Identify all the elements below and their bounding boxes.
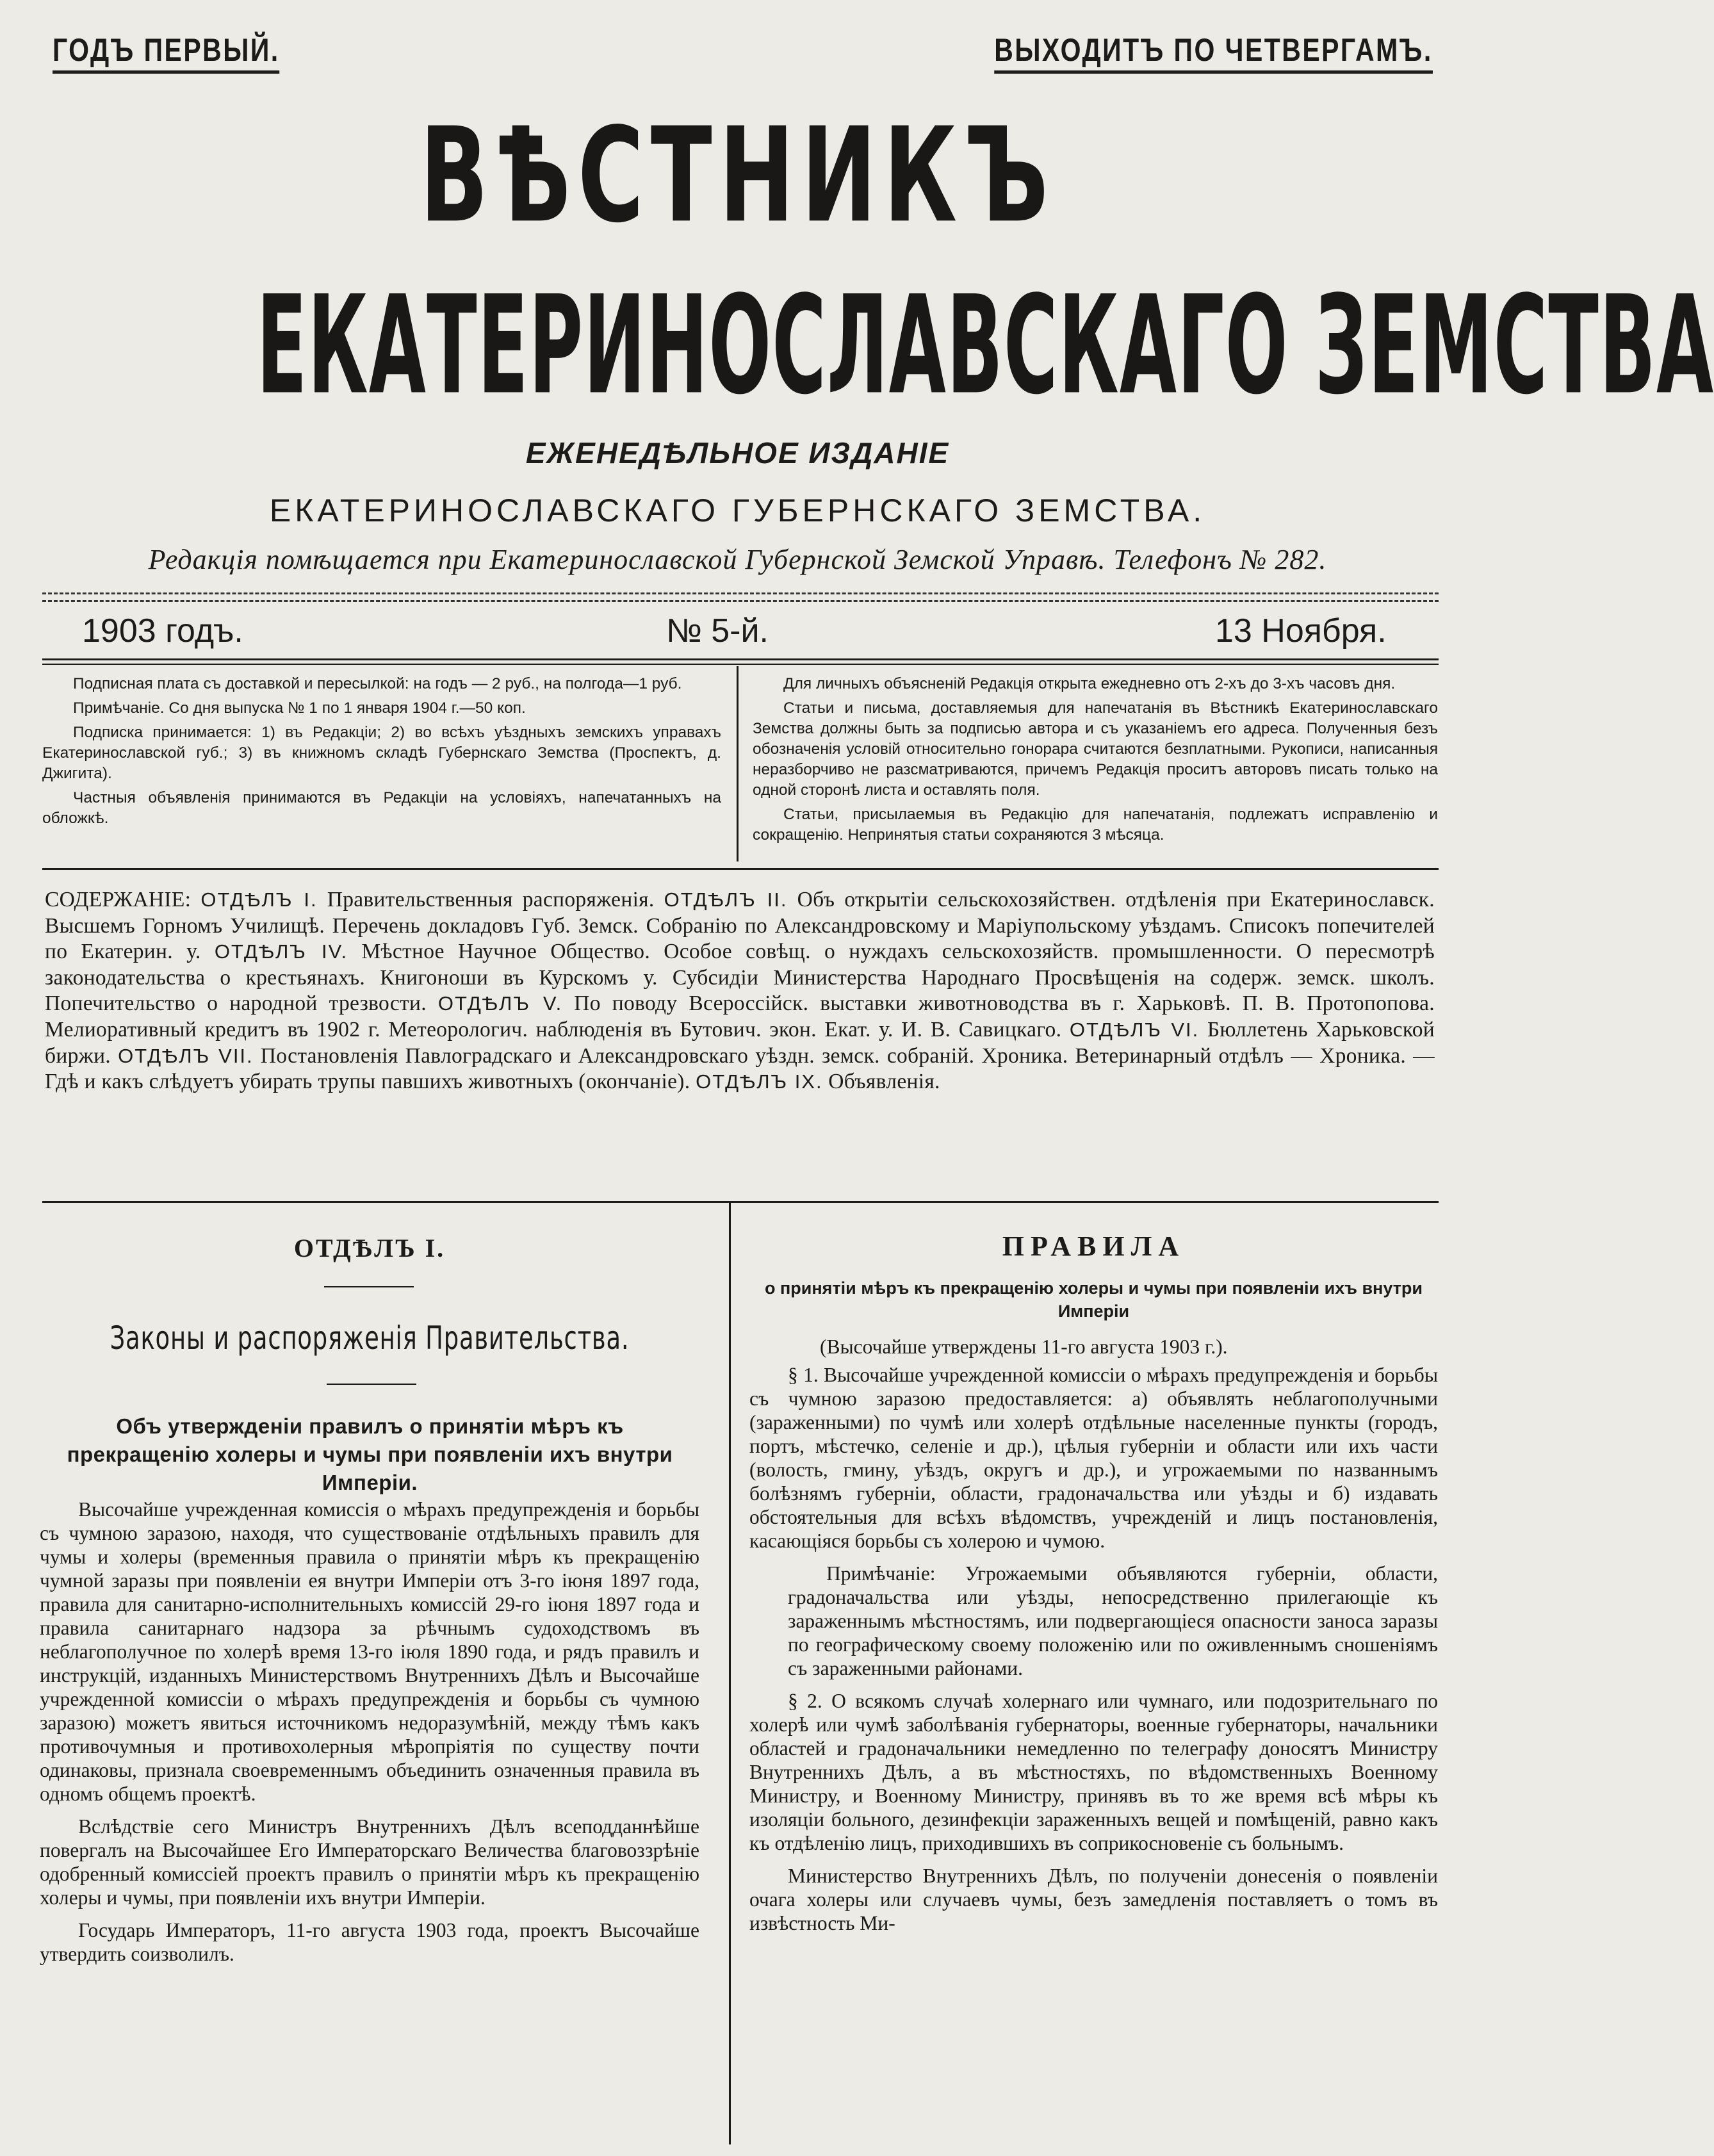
- contents-entry: Объявленія.: [828, 1070, 940, 1094]
- contents-section-head: ОТДѢЛЪ II.: [664, 888, 788, 911]
- dashed-divider: [42, 600, 1439, 602]
- rules-title: ПРАВИЛА: [1002, 1230, 1186, 1262]
- info-paragraph: Подписка принимается: 1) въ Редакціи; 2) во всѣхъ уѣздныхъ земскихъ управахъ Екатеринославской губ.; 3) въ книжномъ складѣ Губернскаго Земства (Проспектъ, д. Джигита).: [42, 724, 721, 782]
- info-paragraph: Примѣчаніе. Со дня выпуска № 1 по 1 января 1904 г.—50 коп.: [73, 699, 526, 717]
- body-paragraph: Высочайше учрежденная комиссія о мѣрахъ предупрежденія и борьбы съ чумною заразою, находя, что существованіе отдѣльныхъ правилъ для чумы и холеры (временныя правила о принятіи мѣръ къ прекращенію чумной заразы при появленіи ея внутри Имперіи отъ 3-го іюня 1897 года, правила для санитарно-исполнительныхъ комиссій 29-го іюня 1897 года и правила санитарнаго надзора за рѣчнымъ судоходствомъ въ неблагополучное по холерѣ время 13-го іюля 1890 года, и рядъ правилъ и инструкцій, изданныхъ Министерствомъ Внутреннихъ Дѣлъ и Высочайше учрежденной комиссіи о мѣрахъ предупрежденія и борьбы съ чумною заразою) можетъ явиться источникомъ недоразумѣній, между тѣмъ какъ противочумныя и противохолерныя мѣропріятія по существу почти одинаковы, признала своевременнымъ объединить означенныя правила въ одномъ общемъ проектѣ.: [40, 1498, 699, 1805]
- contents-entry: Мѣстное Научное Общество. Особое совѣщ. о нуждахъ сельскохозяйств. промышленности. О пересмотрѣ законодательства о крестьянахъ. Книгоноши въ Курскомъ у. Субсидіи Министерства Народнаго Просвѣщенія на содерж. земск. школъ. Попечительство о народной трезвости.: [45, 940, 1435, 1016]
- contents-section-head: ОТДѢЛЪ I.: [200, 888, 318, 911]
- approval-note: (Высочайше утверждены 11-го августа 1903 г.).: [820, 1335, 1228, 1358]
- contents-entry: По поводу Всероссійск. выставки животноводства въ г. Харьковѣ. П. В. Протопопова. Мелиоративный кредитъ въ 1902 г. Метеорологич. наблюденія въ Бутович. экон. Екат. у. И. В. Савицкаго.: [45, 992, 1435, 1041]
- contents-section-head: ОТДѢЛЪ VI.: [1069, 1018, 1200, 1041]
- info-paragraph: Частныя объявленія принимаются въ Редакціи на условіяхъ, напечатанныхъ на обложкѣ.: [42, 789, 721, 827]
- contents-section-head: ОТДѢЛЪ IX.: [696, 1070, 823, 1093]
- right-column-body: [749, 1363, 1438, 1944]
- issue-day-label: ВЫХОДИТЪ ПО ЧЕТВЕРГАМЪ.: [995, 31, 1433, 74]
- divider: [42, 1201, 1439, 1203]
- column-divider: [729, 1203, 731, 2144]
- publisher-label: ЕКАТЕРИНОСЛАВСКАГО ГУБЕРНСКАГО ЗЕМСТВА.: [269, 493, 1206, 528]
- year-label: ГОДЪ ПЕРВЫЙ.: [53, 31, 280, 74]
- info-paragraph: Статьи, присылаемыя въ Редакцію для напечатанія, подлежатъ исправленію и сокращенію. Непринятыя статьи сохраняются 3 мѣсяца.: [753, 806, 1438, 844]
- left-column-body: [40, 1498, 699, 1975]
- body-paragraph: § 1. Высочайше учрежденной комиссіи о мѣрахъ предупрежденія и борьбы съ чумною заразою предоставляется: а) объявлять неблагополучными (зараженными) по чумѣ или холерѣ отдѣльные населенные пункты (городъ, портъ, мѣстечко, селеніе и др.), цѣлыя губерніи и области или ихъ части (волость, гмину, уѣздъ, округъ и др.), и угрожаемыми по названнымъ болѣзнямъ губерніи, области, градоначальства или уѣзды и б) издавать обстоятельныя для всѣхъ вѣдомствъ, учрежденій и лицъ постановленія, касающіяся борьбы съ холерою и чумою.: [749, 1364, 1438, 1552]
- masthead-title-line1: ВѢСТНИКЪ: [420, 99, 1056, 252]
- section-heading: ОТДѢЛЪ I.: [293, 1234, 446, 1262]
- contents-entry: Постановленія Павлоградскаго и Александровскаго уѣздн. земск. собраній. Хроника. Ветеринарный отдѣлъ — Хроника. — Гдѣ и какъ слѣдуетъ убирать трупы павшихъ животныхъ (окончаніе).: [45, 1043, 1435, 1094]
- contents-entry: Правительственныя распоряженія.: [327, 888, 655, 911]
- dashed-divider: [42, 592, 1439, 594]
- contents-section-head: ОТДѢЛЪ IV.: [214, 940, 348, 963]
- divider: [42, 658, 1439, 660]
- weekly-edition-label: ЕЖЕНЕДѢЛЬНОЕ ИЗДАНІЕ: [525, 436, 950, 470]
- info-paragraph: Подписная плата съ доставкой и пересылкой: на годъ — 2 руб., на полгода—1 руб.: [73, 675, 682, 692]
- contents-entry: Бюллетень Харьковской биржи.: [45, 1017, 1435, 1068]
- rules-subtitle: о принятіи мѣръ къ прекращенію холеры и чумы при появленіи ихъ внутри Имперіи: [764, 1278, 1423, 1321]
- body-paragraph: Примѣчаніе: Угрожаемыми объявляются губерніи, области, градоначальства или уѣзды, непосредственно прилегающіе къ зараженнымъ мѣстностямъ, или подвергающіеся опасности заноса заразы по географическому своему положенію или по оживленнымъ сношеніямъ съ зараженными районами.: [788, 1562, 1438, 1679]
- contents-section-head: ОТДѢЛЪ VII.: [118, 1044, 254, 1067]
- editorial-info: [753, 674, 1438, 849]
- contents-entry: Объ открытіи сельскохозяйствен. отдѣленія при Екатеринославск. Высшемъ Горномъ Училищѣ. Перечень докладовъ Губ. Земск. Собранію по Александровскому и Маріупольскому уѣздамъ. Списокъ попечителей по Екатерин. у.: [45, 888, 1435, 964]
- table-of-contents: [45, 887, 1435, 1095]
- body-paragraph: § 2. О всякомъ случаѣ холернаго или чумнаго, или подозрительнаго по холерѣ или чумѣ заболѣванія губернаторы, военные губернаторы, начальники областей и градоначальники немедленно по телеграфу доносятъ Министру Внутреннихъ Дѣлъ, а въ мѣстностяхъ, по вѣдомственныхъ Военному Министру, и Военному Министру, принявъ въ то же время всѣ мѣры къ изоляціи больного, дезинфекціи зараженныхъ вещей и помѣщеній, равно какъ къ отдѣленію лицъ, приходившихъ въ соприкосновеніе съ больнымъ.: [749, 1690, 1438, 1854]
- info-paragraph: Статьи и письма, доставляемыя для напечатанія въ Вѣстникѣ Екатеринославскаго Земства должны быть за подписью автора и съ указаніемъ его адреса. Полученныя безъ обозначенія условій относительно гонорара считаются безплатными. Рукописи, написанныя неразборчиво не разсматриваются, причемъ Редакція проситъ авторовъ писать только на одной сторонѣ листа и оставлять поля.: [753, 699, 1438, 799]
- info-paragraph: Для личныхъ объясненій Редакція открыта ежедневно отъ 2-хъ до 3-хъ часовъ дня.: [783, 675, 1396, 692]
- divider: [42, 664, 1439, 665]
- contents-label: СОДЕРЖАНІЕ:: [45, 888, 192, 911]
- body-paragraph: Государь Императоръ, 11-го августа 1903 года, проектъ Высочайше утвердить соизволилъ.: [40, 1919, 699, 1965]
- decree-subtitle: Объ утвержденіи правилъ о принятіи мѣръ къ прекращенію холеры и чумы при появленіи ихъ внутри Имперіи.: [67, 1414, 673, 1494]
- subscription-info: [42, 674, 721, 833]
- short-rule: [327, 1384, 416, 1385]
- contents-section-head: ОТДѢЛЪ V.: [437, 992, 563, 1015]
- divider: [42, 868, 1439, 870]
- column-divider: [737, 666, 739, 862]
- body-paragraph: Министерство Внутреннихъ Дѣлъ, по полученіи донесенія о появленіи очага холеры или случаевъ чумы, безъ замедленія поставляетъ о томъ въ извѣстность Ми-: [749, 1865, 1438, 1934]
- issue-year: 1903 годъ.: [82, 612, 243, 649]
- editorial-address: Редакція помѣщается при Екатеринославской Губернской Земской Управѣ. Телефонъ № 282.: [148, 544, 1327, 575]
- issue-date: 13 Ноября.: [1215, 612, 1387, 649]
- body-paragraph: Вслѣдствіе сего Министръ Внутреннихъ Дѣлъ всеподданнѣйше повергалъ на Высочайшее Его Императорскаго Величества благовоззрѣніе одобренный комиссіей проектъ правилъ о принятіи мѣръ къ прекращенію холеры и чумы, при появленіи ихъ внутри Имперіи.: [40, 1815, 699, 1909]
- masthead-title-line2: ЕКАТЕРИНОСЛАВСКАГО ЗЕМСТВА: [256, 266, 1714, 425]
- laws-title: Законы и распоряженія Правительства.: [110, 1319, 630, 1357]
- issue-number: № 5-й.: [666, 612, 769, 649]
- short-rule: [324, 1286, 414, 1287]
